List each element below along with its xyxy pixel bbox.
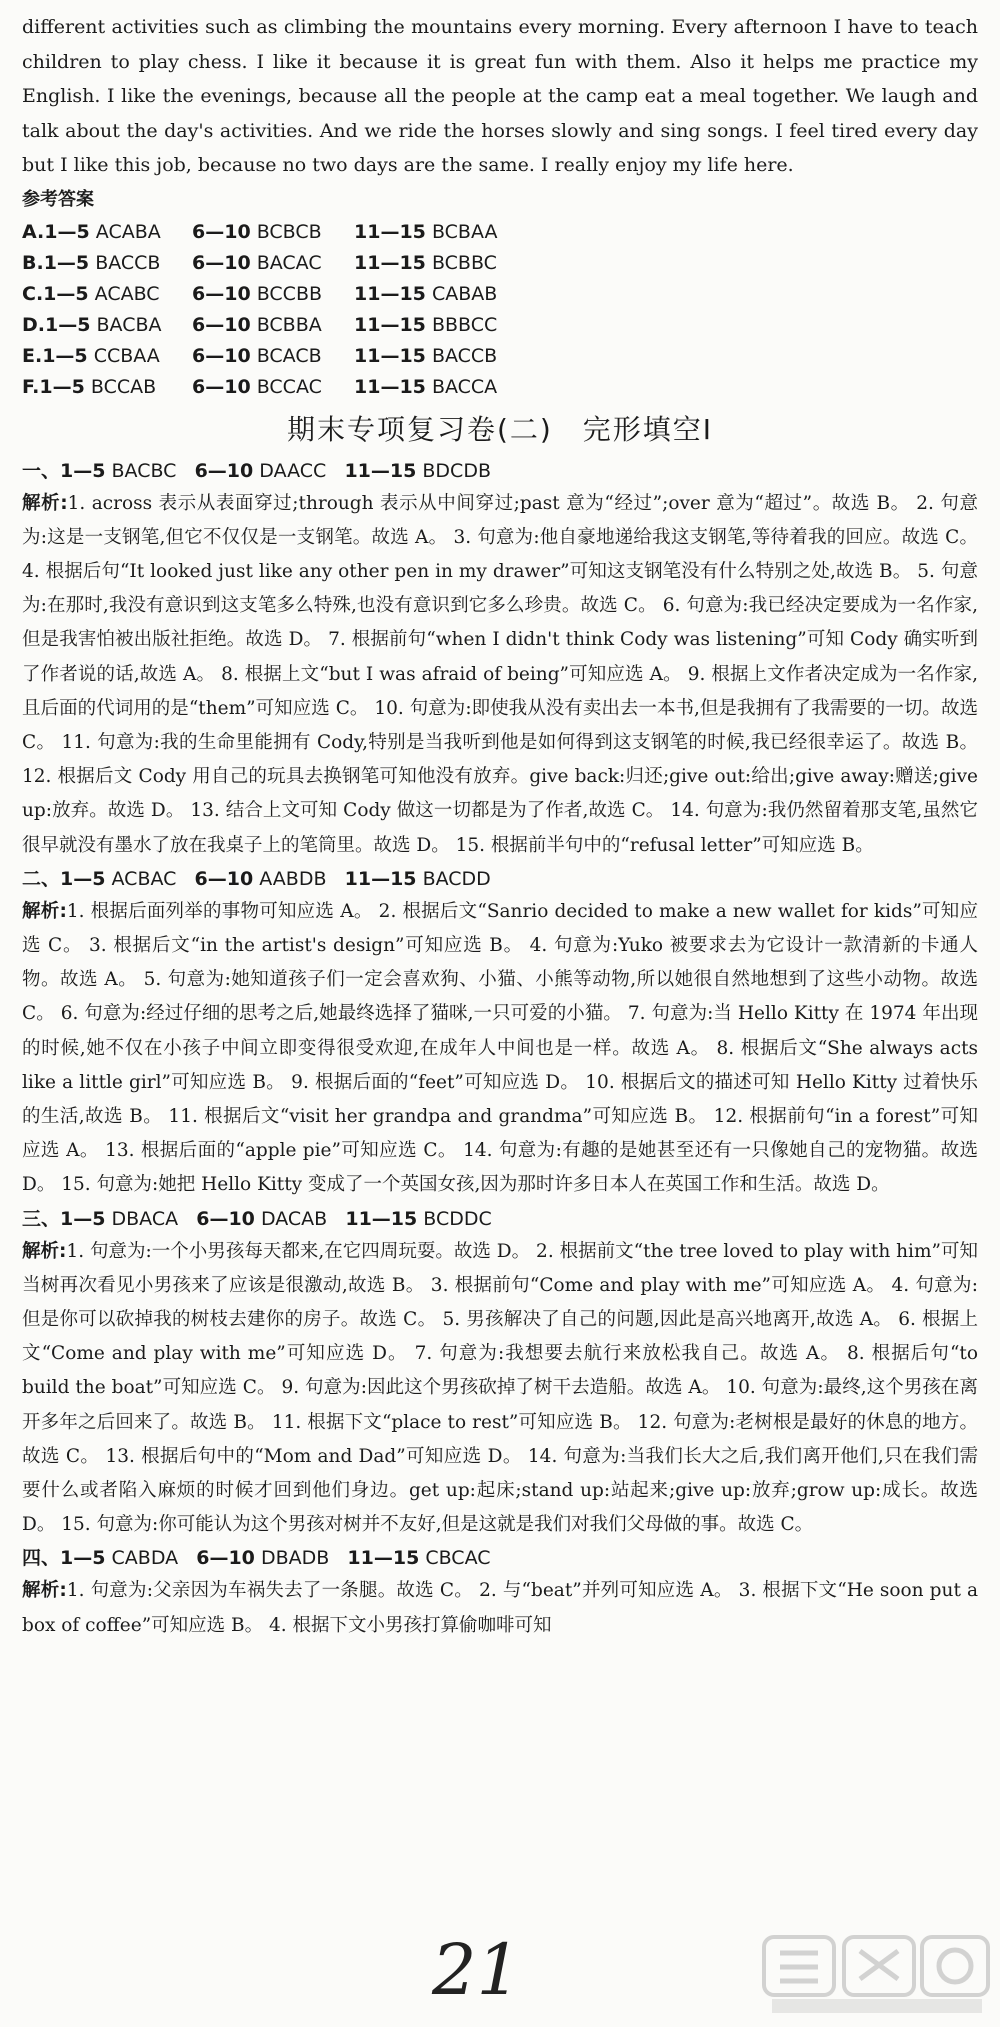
watermark-logo-icon	[762, 1931, 992, 2017]
explanation-label: 解析:	[22, 900, 67, 922]
answer-row	[22, 372, 978, 403]
answer-group-2: 6—10 BCBBA	[192, 313, 322, 336]
answer-group-2: 6—10 BCCAC	[192, 375, 322, 398]
section-title: 期末专项复习卷(二) 完形填空Ⅰ	[286, 412, 714, 446]
section-answer-line: 二、1—5 ACBAC 6—10 AABDB 11—15 BACDD	[22, 867, 491, 890]
answer-row	[22, 341, 978, 372]
answer-row	[22, 310, 978, 341]
passage-ending: different activities such as climbing the mountains every morning. Every afternoon I have to teach children to play chess. I like it because it is great fun with them. Also it helps me practice my English. I like the evenings, because all the people at the camp eat a meal together. We laugh and talk about the day's activities. And we ride the horses slowly and sing songs. I feel tired every day but I like this job, because no two days are the same. I really enjoy my life here.	[22, 16, 978, 176]
cloze-sections	[22, 455, 978, 1643]
explanation-text: 1. 句意为:一个小男孩每天都来,在它四周玩耍。故选 D。 2. 根据前文“the tree loved to play with him”可知当树再次看见小男孩来了应该是很激动,故选 B。 3. 根据前句“Come and play with me”可知应选 A。 4. 句意为:但是你可以砍掉我的树枝去建你的房子。故选 C。 5. 男孩解决了自己的问题,因此是高兴地离开,故选 A。 6. 根据上文“Come and play with me”可知应选 D。 7. 句意为:我想要去航行来放松我自己。故选 A。 8. 根据后句“to build the boat”可知应选 C。 9. 句意为:因此这个男孩砍掉了树干去造船。故选 A。 10. 句意为:最终,这个男孩在离开多年之后回来了。故选 B。 11. 根据下文“place to rest”可知应选 B。 12. 句意为:老树根是最好的休息的地方。故选 C。 13. 根据后句中的“Mom and Dad”可知应选 D。 14. 句意为:当我们长大之后,我们离开他们,只在我们需要什么或者陷入麻烦的时候才回到他们身边。get up:起床;stand up:站起来;give up:放弃;grow up:成长。故选 D。 15. 句意为:你可能认为这个男孩对树并不友好,但是这就是我们对我们父母做的事。故选 C。	[22, 1240, 979, 1536]
answer-group-3: 11—15 BACCA	[354, 375, 498, 398]
handwritten-page-number: 21	[432, 1929, 522, 2011]
answer-row	[22, 217, 978, 248]
section-answer-line: 三、1—5 DBACA 6—10 DACAB 11—15 BCDDC	[22, 1207, 492, 1230]
answer-group-1: F.1—5 BCCAB	[22, 375, 157, 398]
answer-group-3: 11—15 BCBBC	[354, 251, 497, 274]
section-explanation	[22, 1574, 978, 1642]
page-content	[22, 10, 978, 1643]
explanation-text: 1. 根据后面列举的事物可知应选 A。 2. 根据后文“Sanrio decided to make a new wallet for kids”可知应选 C。 3. 根据后文“in the artist's design”可知应选 B。 4. 句意为:Yuko 被要求去为它设计一款清新的卡通人物。故选 A。 5. 句意为:她知道孩子们一定会喜欢狗、小猫、小熊等动物,所以她很自然地想到了这些小动物。故选 C。 6. 句意为:经过仔细的思考之后,她最终选择了猫咪,一只可爱的小猫。 7. 句意为:当 Hello Kitty 在 1974 年出现的时候,她不仅在小孩子中间立即变得很受欢迎,在成年人中间也是一样。故选 A。 8. 根据后文“She always acts like a little girl”可知应选 B。 9. 根据后面的“feet”可知应选 D。 10. 根据后文的描述可知 Hello Kitty 过着快乐的生活,故选 B。 11. 根据后文“visit her grandpa and grandma”可知应选 B。 12. 根据前句“in a forest”可知应选 A。 13. 根据后面的“apple pie”可知应选 C。 14. 句意为:有趣的是她甚至还有一只像她自己的宠物猫。故选 D。 15. 句意为:她把 Hello Kitty 变成了一个英国女孩,因为那时许多日本人在英国工作和生活。故选 D。	[22, 900, 978, 1196]
answers-heading: 参考答案	[22, 188, 94, 210]
answer-row	[22, 248, 978, 279]
explanation-text: 1. 句意为:父亲因为车祸失去了一条腿。故选 C。 2. 与“beat”并列可知应选 A。 3. 根据下文“He soon put a box of coffee”可知应选 B。 4. 根据下文小男孩打算偷咖啡可知	[22, 1580, 978, 1636]
answer-group-2: 6—10 BCACB	[192, 344, 322, 367]
answer-group-2: 6—10 BACAC	[192, 251, 322, 274]
answer-group-1: E.1—5 CCBAA	[22, 344, 160, 367]
section-answer-line: 四、1—5 CABDA 6—10 DBADB 11—15 CBCAC	[22, 1547, 491, 1570]
section-explanation	[22, 895, 978, 1203]
explanation-label: 解析:	[22, 492, 68, 514]
answer-key-table	[22, 217, 978, 403]
answer-group-1: B.1—5 BACCB	[22, 251, 161, 274]
answer-group-1: A.1—5 ACABA	[22, 220, 161, 243]
answer-group-3: 11—15 BACCB	[354, 344, 498, 367]
section-explanation	[22, 1235, 978, 1543]
section-answer-line: 一、1—5 BACBC 6—10 DAACC 11—15 BDCDB	[22, 459, 491, 482]
answer-row	[22, 279, 978, 310]
answer-group-3: 11—15 CABAB	[354, 282, 498, 305]
explanation-text: 1. across 表示从表面穿过;through 表示从中间穿过;past 意为“经过”;over 意为“超过”。故选 B。 2. 句意为:这是一支钢笔,但它不仅仅是一支钢笔。故选 A。 3. 句意为:他自豪地递给我这支钢笔,等待着我的回应。故选 C。 4. 根据后句“It looked just like any other pen in my drawer”可知这支钢笔没有什么特别之处,故选 B。 5. 句意为:在那时,我没有意识到这支笔多么特殊,也没有意识到它多么珍贵。故选 C。 6. 句意为:我已经决定要成为一名作家,但是我害怕被出版社拒绝。故选 D。 7. 根据前句“when I didn't think Cody was listening”可知 Cody 确实听到了作者说的话,故选 A。 8. 根据上文“but I was afraid of being”可知应选 A。 9. 根据上文作者决定成为一名作家,且后面的代词用的是“them”可知应选 C。 10. 句意为:即使我从没有卖出去一本书,但是我拥有了我需要的一切。故选 C。 11. 句意为:我的生命里能拥有 Cody,特别是当我听到他是如何得到这支钢笔的时候,我已经很幸运了。故选 B。 12. 根据后文 Cody 用自己的玩具去换钢笔可知他没有放弃。give back:归还;give out:给出;give away:赠送;give up:放弃。故选 D。 13. 结合上文可知 Cody 做这一切都是为了作者,故选 C。 14. 句意为:我仍然留着那支笔,虽然它很早就没有墨水了放在我桌子上的笔筒里。故选 D。 15. 根据前半句中的“refusal letter”可知应选 B。	[22, 492, 978, 856]
answer-group-2: 6—10 BCCBB	[192, 282, 323, 305]
answer-group-2: 6—10 BCBCB	[192, 220, 322, 243]
section-explanation	[22, 487, 978, 863]
answer-group-3: 11—15 BBBCC	[354, 313, 498, 336]
answer-group-3: 11—15 BCBAA	[354, 220, 498, 243]
answer-group-1: D.1—5 BACBA	[22, 313, 162, 336]
explanation-label: 解析:	[22, 1240, 67, 1262]
explanation-label: 解析:	[22, 1580, 67, 1602]
answer-group-1: C.1—5 ACABC	[22, 282, 160, 305]
